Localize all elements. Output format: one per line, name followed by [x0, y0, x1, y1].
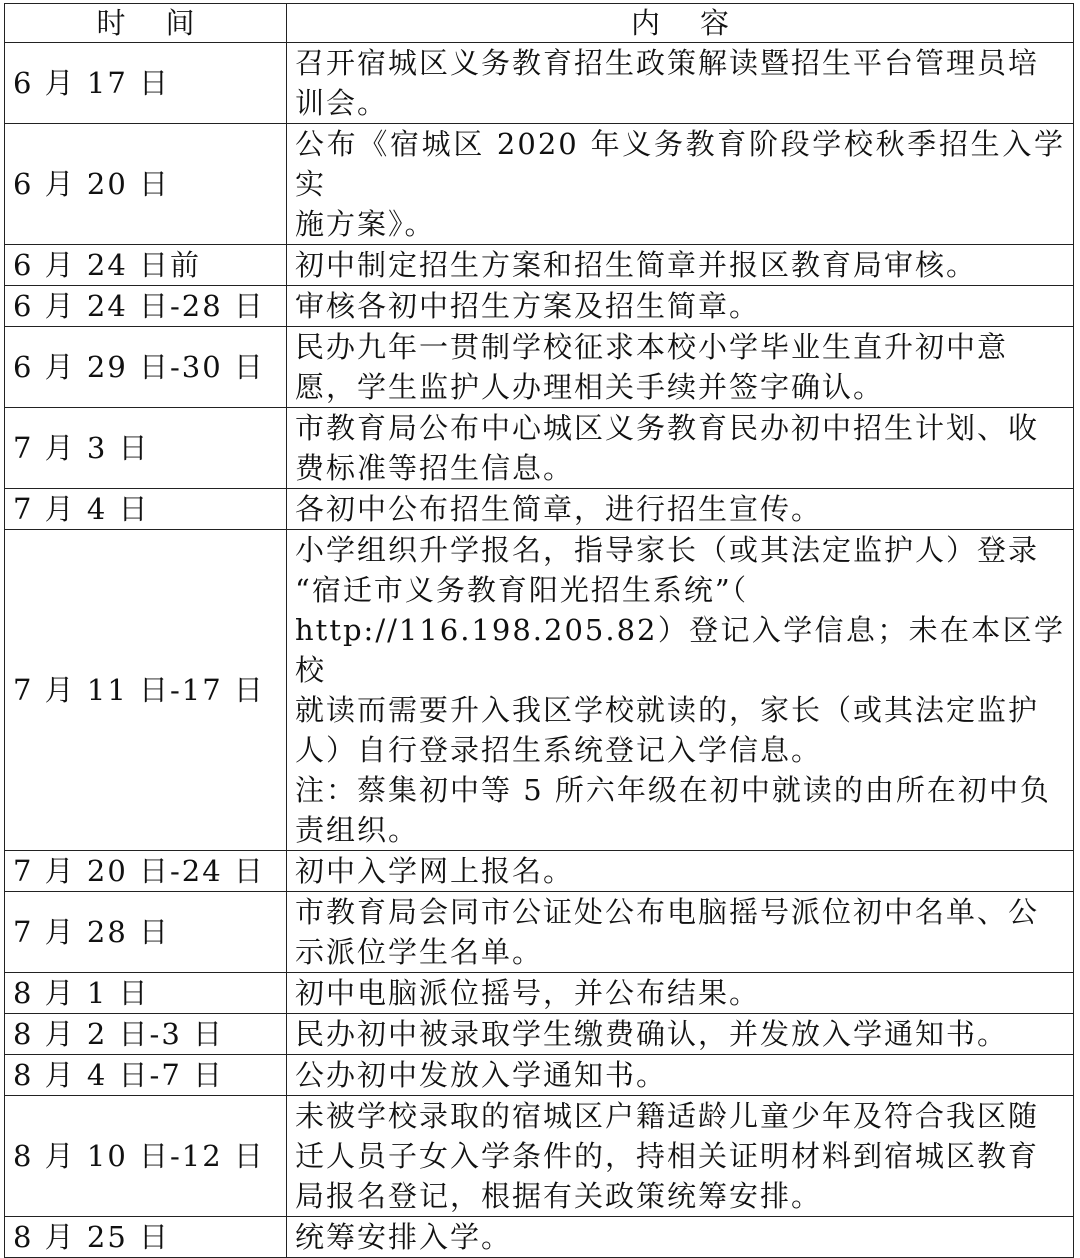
content-line: 市教育局会同市公证处公布电脑摇号派位初中名单、公 [295, 895, 1040, 929]
table-row [5, 892, 1074, 973]
content-line: 公办初中发放入学通知书。 [295, 1058, 668, 1092]
time-cell: 8 月 1 日 [5, 973, 287, 1014]
table-header-row [5, 4, 1074, 43]
content-line: 局报名登记，根据有关政策统筹安排。 [295, 1179, 823, 1213]
content-line: 小学组织升学报名，指导家长（或其法定监护人）登录 [295, 533, 1040, 567]
time-cell: 7 月 28 日 [5, 892, 287, 973]
table-row [5, 973, 1074, 1014]
content-line: 统筹安排入学。 [295, 1220, 513, 1254]
content-line: 民办九年一贯制学校征求本校小学毕业生直升初中意 [295, 330, 1009, 364]
content-line: 公布《宿城区 2020 年义务教育阶段学校秋季招生入学实 [295, 127, 1065, 201]
header-time: 时间 [5, 4, 287, 43]
time-cell: 6 月 24 日-28 日 [5, 286, 287, 327]
content-line: 民办初中被录取学生缴费确认，并发放入学通知书。 [295, 1017, 1009, 1051]
time-cell: 7 月 4 日 [5, 489, 287, 530]
table-row [5, 1096, 1074, 1217]
content-cell [287, 124, 1074, 245]
time-cell: 6 月 20 日 [5, 124, 287, 245]
table-body [5, 43, 1074, 1258]
content-line: http://116.198.205.82）登记入学信息；未在本区学校 [295, 613, 1065, 687]
time-cell: 7 月 3 日 [5, 408, 287, 489]
content-cell [287, 43, 1074, 124]
content-line: 示派位学生名单。 [295, 935, 544, 969]
content-line: 初中电脑派位摇号，并公布结果。 [295, 976, 761, 1010]
content-line: 费标准等招生信息。 [295, 451, 575, 485]
schedule-table [4, 3, 1074, 1258]
content-line: 初中制定招生方案和招生简章并报区教育局审核。 [295, 248, 978, 282]
time-cell: 8 月 4 日-7 日 [5, 1055, 287, 1096]
time-cell: 6 月 24 日前 [5, 245, 287, 286]
content-cell [287, 327, 1074, 408]
content-line: 各初中公布招生简章，进行招生宣传。 [295, 492, 823, 526]
content-line: 召开宿城区义务教育招生政策解读暨招生平台管理员培 [295, 46, 1040, 80]
content-line: 训会。 [295, 86, 389, 120]
table-row [5, 1014, 1074, 1055]
content-cell [287, 1014, 1074, 1055]
content-line: 注：蔡集初中等 5 所六年级在初中就读的由所在初中负 [295, 773, 1051, 807]
content-cell [287, 286, 1074, 327]
content-line: 初中入学网上报名。 [295, 854, 575, 888]
table-row [5, 286, 1074, 327]
table-row [5, 245, 1074, 286]
time-cell: 7 月 11 日-17 日 [5, 530, 287, 851]
content-line: 未被学校录取的宿城区户籍适龄儿童少年及符合我区随 [295, 1099, 1040, 1133]
time-cell: 6 月 17 日 [5, 43, 287, 124]
content-line: 愿，学生监护人办理相关手续并签字确认。 [295, 370, 885, 404]
time-cell: 7 月 20 日-24 日 [5, 851, 287, 892]
table-row [5, 489, 1074, 530]
content-cell [287, 530, 1074, 851]
content-line: 施方案》。 [295, 207, 436, 241]
content-cell [287, 1096, 1074, 1217]
content-line: “宿迁市义务教育阳光招生系统”（ [295, 573, 749, 607]
table-row [5, 1055, 1074, 1096]
content-cell [287, 892, 1074, 973]
content-line: 审核各初中招生方案及招生简章。 [295, 289, 761, 323]
content-line: 就读而需要升入我区学校就读的，家长（或其法定监护 [295, 693, 1040, 727]
content-cell [287, 973, 1074, 1014]
time-cell: 6 月 29 日-30 日 [5, 327, 287, 408]
table-row [5, 327, 1074, 408]
table-row [5, 408, 1074, 489]
table-row [5, 1217, 1074, 1258]
time-cell: 8 月 2 日-3 日 [5, 1014, 287, 1055]
content-cell [287, 245, 1074, 286]
header-content: 内容 [287, 4, 1074, 43]
content-cell [287, 1217, 1074, 1258]
content-line: 人）自行登录招生系统登记入学信息。 [295, 733, 823, 767]
content-line: 责组织。 [295, 813, 420, 847]
table-row [5, 851, 1074, 892]
content-line: 市教育局公布中心城区义务教育民办初中招生计划、收 [295, 411, 1040, 445]
table-row [5, 530, 1074, 851]
content-cell [287, 408, 1074, 489]
content-cell [287, 1055, 1074, 1096]
time-cell: 8 月 10 日-12 日 [5, 1096, 287, 1217]
content-cell [287, 851, 1074, 892]
table-row [5, 43, 1074, 124]
content-cell [287, 489, 1074, 530]
table-row [5, 124, 1074, 245]
time-cell: 8 月 25 日 [5, 1217, 287, 1258]
content-line: 迁人员子女入学条件的，持相关证明材料到宿城区教育 [295, 1139, 1040, 1173]
